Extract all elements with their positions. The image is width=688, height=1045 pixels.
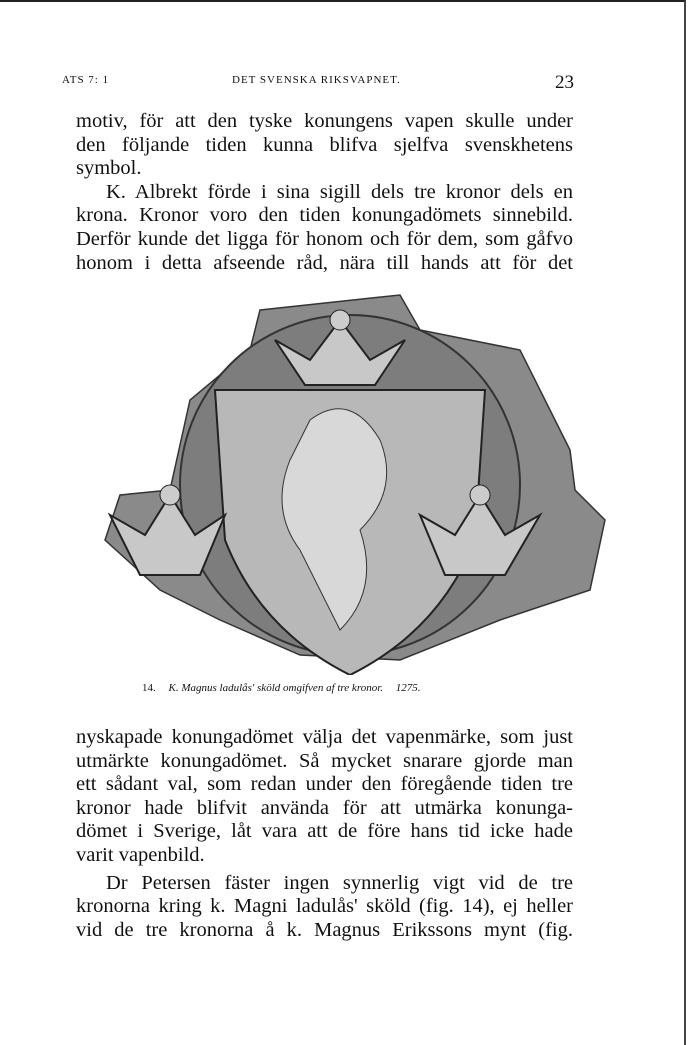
text-line: utmärkte konungadömet. Så mycket snarare gjorde man	[76, 749, 573, 772]
page-number: 23	[555, 72, 574, 93]
text-line: honom i detta afseende råd, nära till hands att för det	[76, 251, 573, 274]
text-line: kronor hade blifvit använda för att utmärka konunga-	[76, 796, 573, 819]
figure-number: 14.	[142, 682, 156, 694]
figure-caption-text: K. Magnus ladulås' sköld omgifven af tre kronor.	[168, 682, 383, 694]
header-left: ATS 7: 1	[62, 74, 110, 86]
text-line: dömet i Sverige, låt vara att de före hans tid icke hade	[76, 820, 573, 843]
text-line: Derför kunde det ligga för honom och för dem, som gåfvo	[76, 227, 573, 250]
text-line: den följande tiden kunna blifva sjelfva svenskhetens	[76, 133, 573, 156]
text-block-bottom	[76, 726, 573, 942]
text-line: symbol.	[76, 157, 142, 180]
figure-year: 1275.	[395, 682, 421, 694]
text-line: Dr Petersen fäster ingen synnerlig vigt vid de tre	[106, 871, 573, 894]
text-line: motiv, för att den tyske konungens vapen skulle under	[76, 110, 573, 132]
text-line: krona. Kronor voro den tiden konungadömets sinnebild.	[76, 204, 573, 227]
running-title: DET SVENSKA RIKSVAPNET.	[232, 74, 401, 86]
seal-illustration	[100, 290, 610, 675]
text-line: ett sådant val, som redan under den föregående tiden tre	[76, 773, 573, 796]
text-line: K. Albrekt förde i sina sigill dels tre kronor dels en	[106, 180, 573, 203]
text-line: vid de tre kronorna å k. Magnus Erikssons mynt (fig.	[76, 918, 573, 941]
text-line: varit vapenbild.	[76, 843, 205, 866]
text-line: nyskapade konungadömet välja det vapenmärke, som just	[76, 726, 573, 748]
text-block-top	[76, 110, 573, 275]
text-line: kronorna kring k. Magni ladulås' sköld (fig. 14), ej heller	[76, 895, 573, 918]
figure-caption	[142, 682, 421, 694]
